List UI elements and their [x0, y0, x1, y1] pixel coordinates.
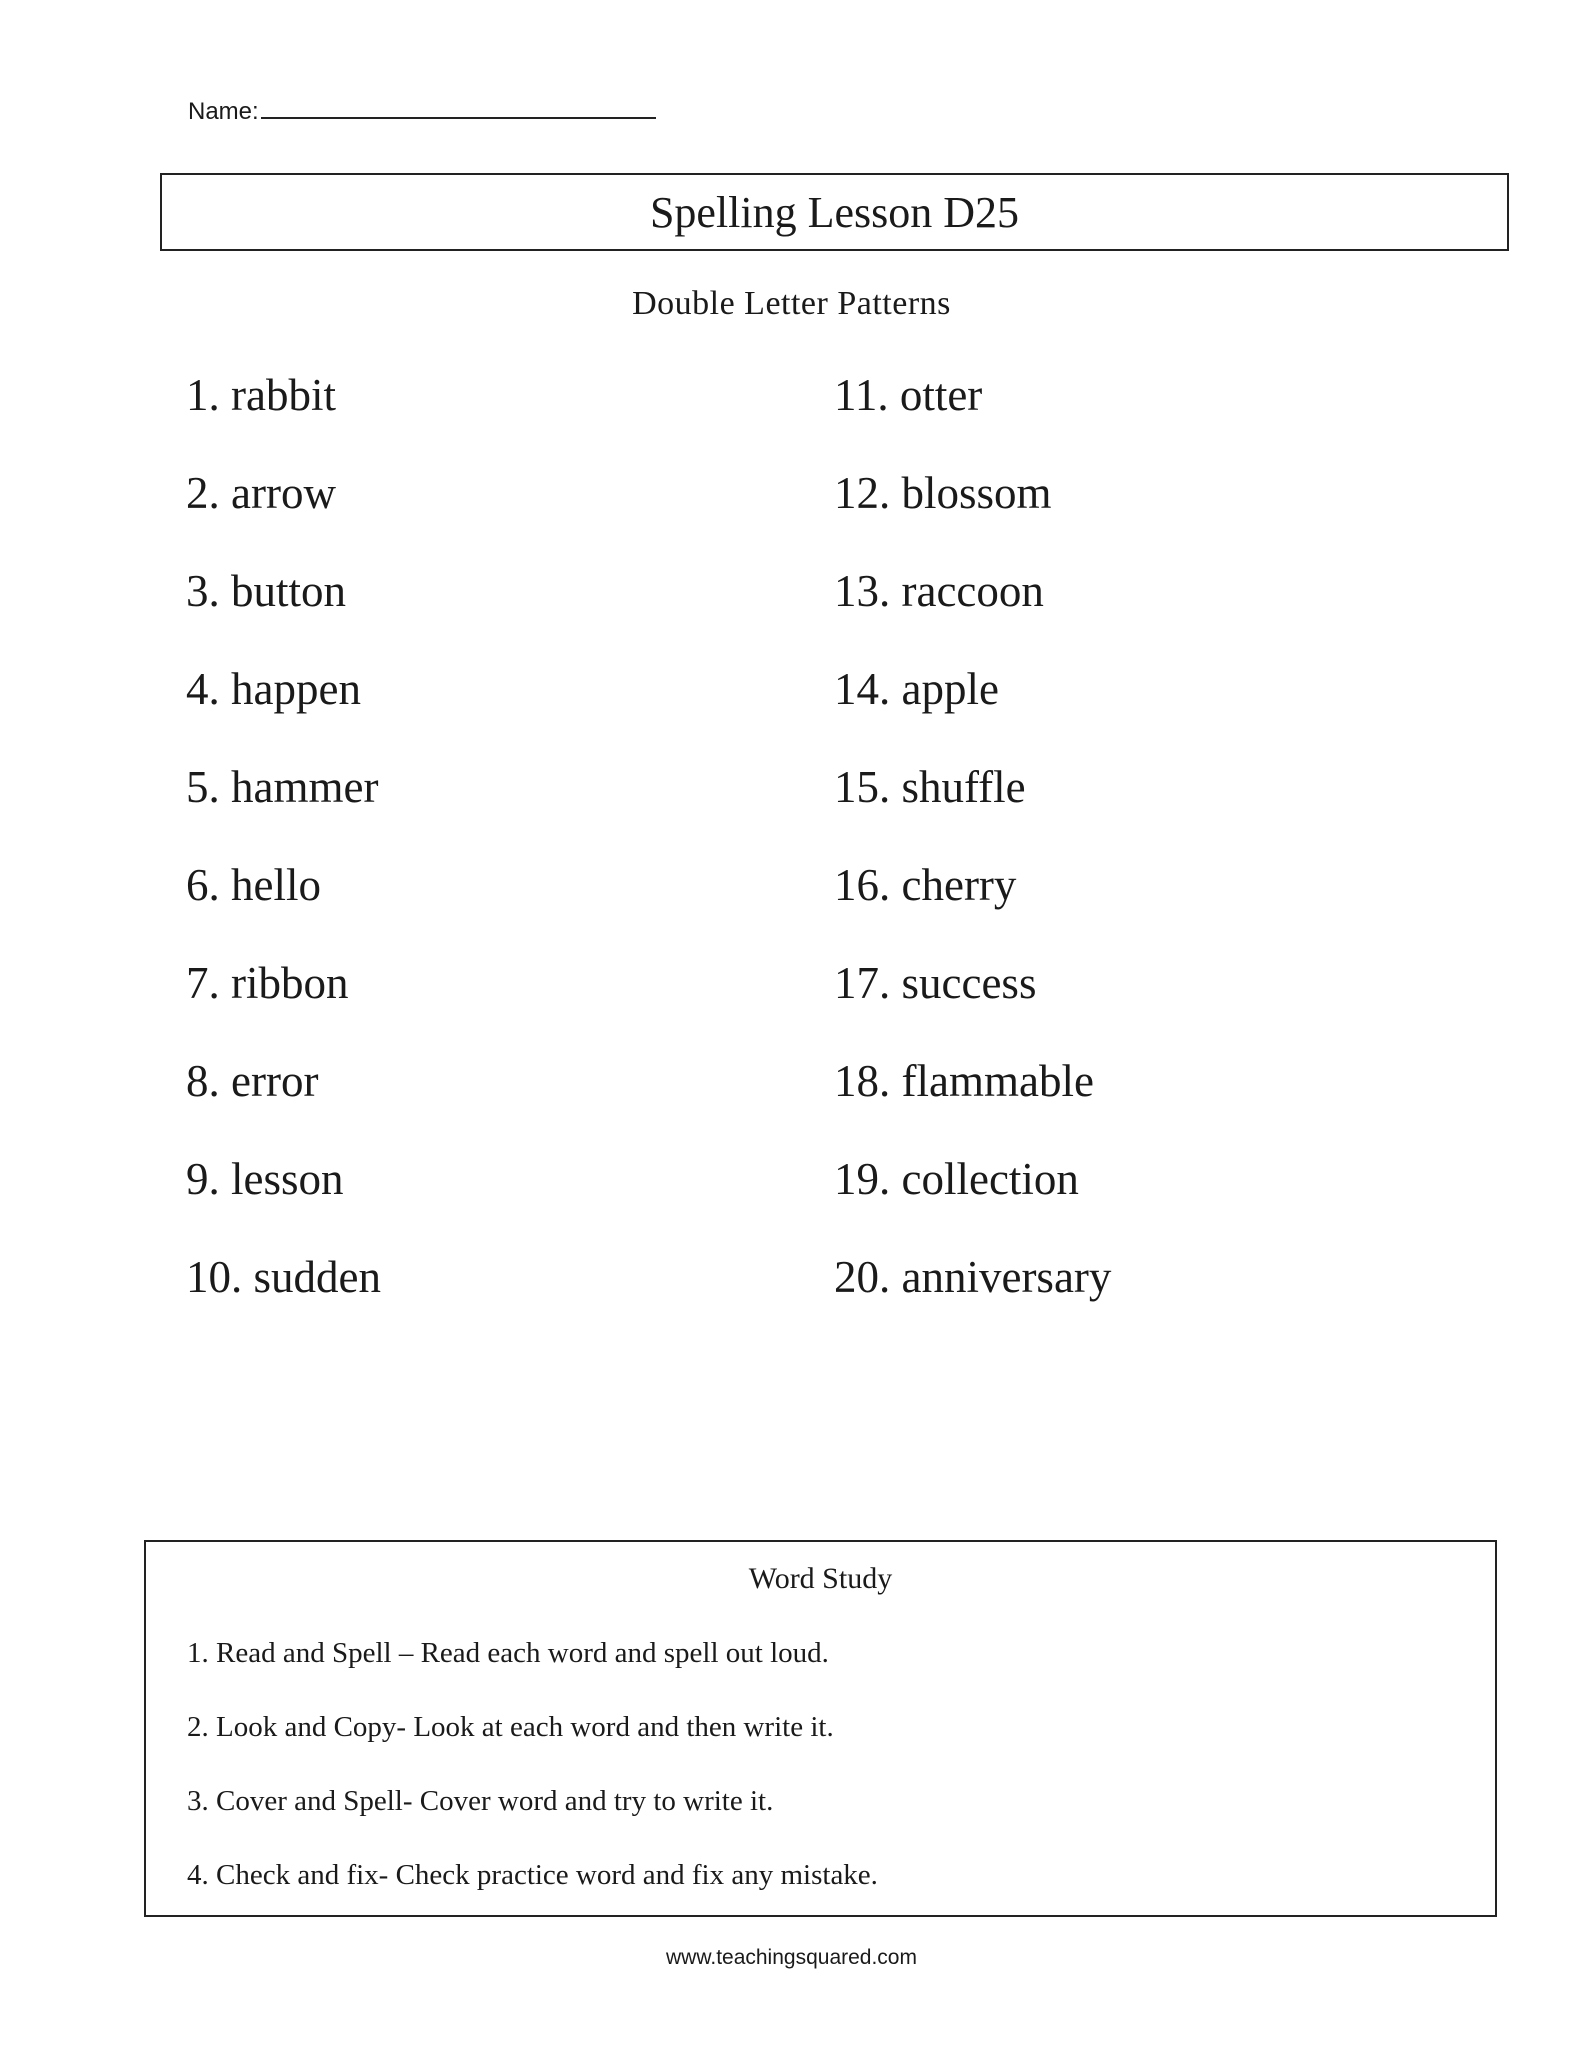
title-box: [160, 173, 1509, 251]
word-item: 14. apple: [834, 664, 999, 714]
word-item: 9. lesson: [186, 1154, 344, 1204]
word-study-title: Word Study: [748, 1562, 893, 1595]
word-item: 16. cherry: [834, 860, 1017, 910]
word-list-left: [186, 360, 381, 1340]
word-study-steps: [187, 1637, 878, 1933]
name-blank-line: [261, 95, 656, 119]
lesson-subtitle: Double Letter Patterns: [632, 285, 951, 322]
word-item: 20. anniversary: [834, 1252, 1112, 1302]
name-label: Name:: [188, 98, 259, 125]
word-item: 5. hammer: [186, 762, 379, 812]
word-item: 2. arrow: [186, 468, 336, 518]
word-study-box: [144, 1540, 1497, 1917]
word-item: 15. shuffle: [834, 762, 1026, 812]
word-item: 19. collection: [834, 1154, 1079, 1204]
word-item: 18. flammable: [834, 1056, 1094, 1106]
study-step: 1. Read and Spell – Read each word and spell out loud.: [187, 1637, 829, 1669]
word-item: 13. raccoon: [834, 566, 1044, 616]
word-item: 12. blossom: [834, 468, 1052, 518]
study-step: 2. Look and Copy- Look at each word and then write it.: [187, 1711, 834, 1743]
page-title: Spelling Lesson D25: [649, 187, 1020, 237]
word-item: 4. happen: [186, 664, 361, 714]
footer-url: www.teachingsquared.com: [666, 1946, 917, 1969]
word-list-right: [834, 360, 1111, 1340]
word-item: 17. success: [834, 958, 1037, 1008]
word-item: 8. error: [186, 1056, 319, 1106]
word-item: 3. button: [186, 566, 347, 616]
name-field: [188, 95, 656, 126]
word-item: 7. ribbon: [186, 958, 349, 1008]
word-item: 11. otter: [834, 370, 983, 420]
word-item: 6. hello: [186, 860, 321, 910]
study-step: 3. Cover and Spell- Cover word and try to write it.: [187, 1785, 774, 1817]
word-item: 10. sudden: [186, 1252, 381, 1302]
study-step: 4. Check and fix- Check practice word and fix any mistake.: [187, 1859, 878, 1891]
word-item: 1. rabbit: [186, 370, 336, 420]
